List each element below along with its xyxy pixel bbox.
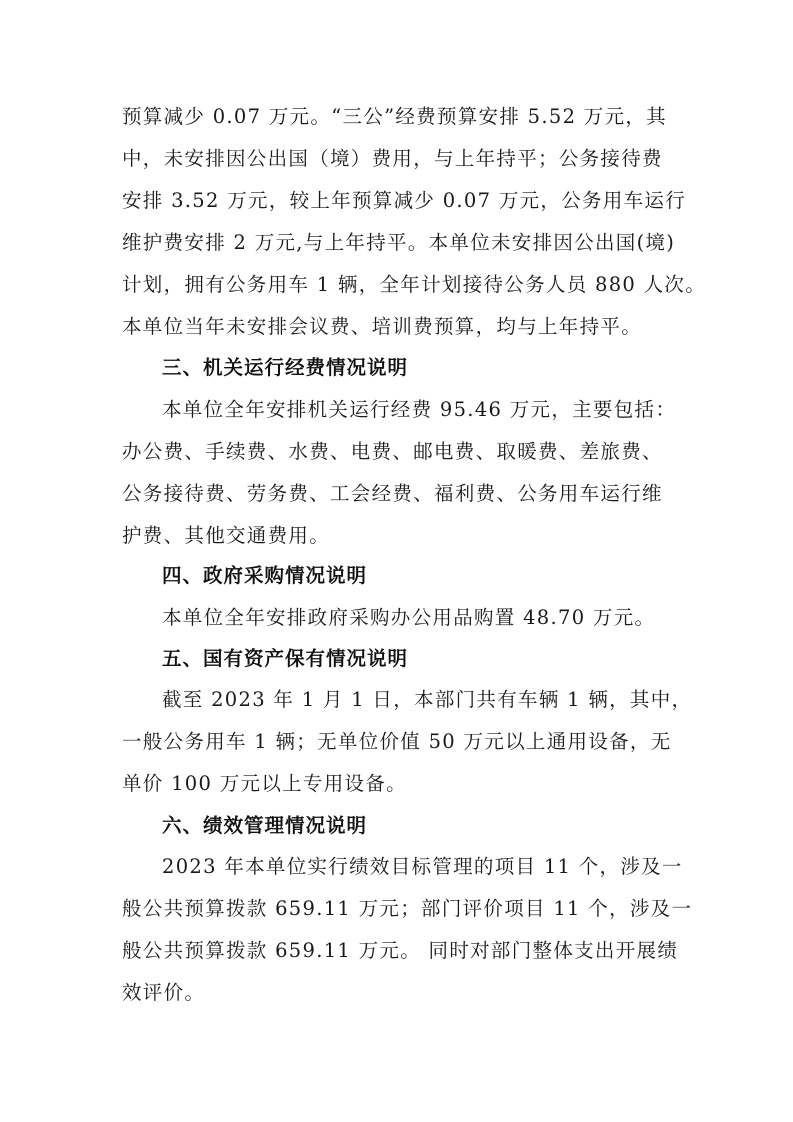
paragraph-line: 一般公务用车 1 辆；无单位价值 50 万元以上通用设备，无 bbox=[122, 730, 672, 753]
paragraph-line: 预算减少 0.07 万元。“三公”经费预算安排 5.52 万元，其 bbox=[122, 105, 667, 128]
section-heading: 四、政府采购情况说明 bbox=[162, 564, 368, 587]
section-heading: 五、国有资产保有情况说明 bbox=[162, 647, 409, 670]
paragraph-line: 单价 100 万元以上专用设备。 bbox=[122, 772, 407, 795]
paragraph-line: 安排 3.52 万元，较上年预算减少 0.07 万元，公务用车运行 bbox=[122, 189, 687, 212]
paragraph-line: 2023 年本单位实行绩效目标管理的项目 11 个，涉及一 bbox=[162, 855, 683, 878]
paragraph-line: 护费、其他交通费用。 bbox=[122, 524, 331, 547]
section-heading: 三、机关运行经费情况说明 bbox=[162, 356, 409, 379]
paragraph-line: 本单位全年安排机关运行经费 95.46 万元，主要包括： bbox=[162, 398, 677, 421]
paragraph-line: 般公共预算拨款 659.11 万元。 同时对部门整体支出开展绩 bbox=[122, 939, 679, 962]
paragraph-line: 计划，拥有公务用车 1 辆，全年计划接待公务人员 880 人次。 bbox=[122, 273, 707, 296]
section-heading: 六、绩效管理情况说明 bbox=[162, 814, 368, 837]
paragraph-line: 维护费安排 2 万元,与上年持平。本单位未安排因公出国(境) bbox=[122, 231, 676, 254]
paragraph-line: 效评价。 bbox=[122, 981, 206, 1004]
paragraph-line: 公务接待费、劳务费、工会经费、福利费、公务用车运行维 bbox=[122, 482, 663, 505]
paragraph-line: 本单位全年安排政府采购办公用品购置 48.70 万元。 bbox=[162, 606, 656, 629]
paragraph-line: 般公共预算拨款 659.11 万元；部门评价项目 11 个，涉及一 bbox=[122, 897, 693, 920]
paragraph-line: 本单位当年未安排会议费、培训费预算，均与上年持平。 bbox=[122, 315, 643, 338]
paragraph-line: 截至 2023 年 1 月 1 日，本部门共有车辆 1 辆，其中， bbox=[162, 688, 693, 711]
paragraph-line: 中，未安排因公出国（境）费用，与上年持平；公务接待费 bbox=[122, 147, 663, 170]
paragraph-line: 办公费、手续费、水费、电费、邮电费、取暖费、差旅费、 bbox=[122, 440, 663, 463]
